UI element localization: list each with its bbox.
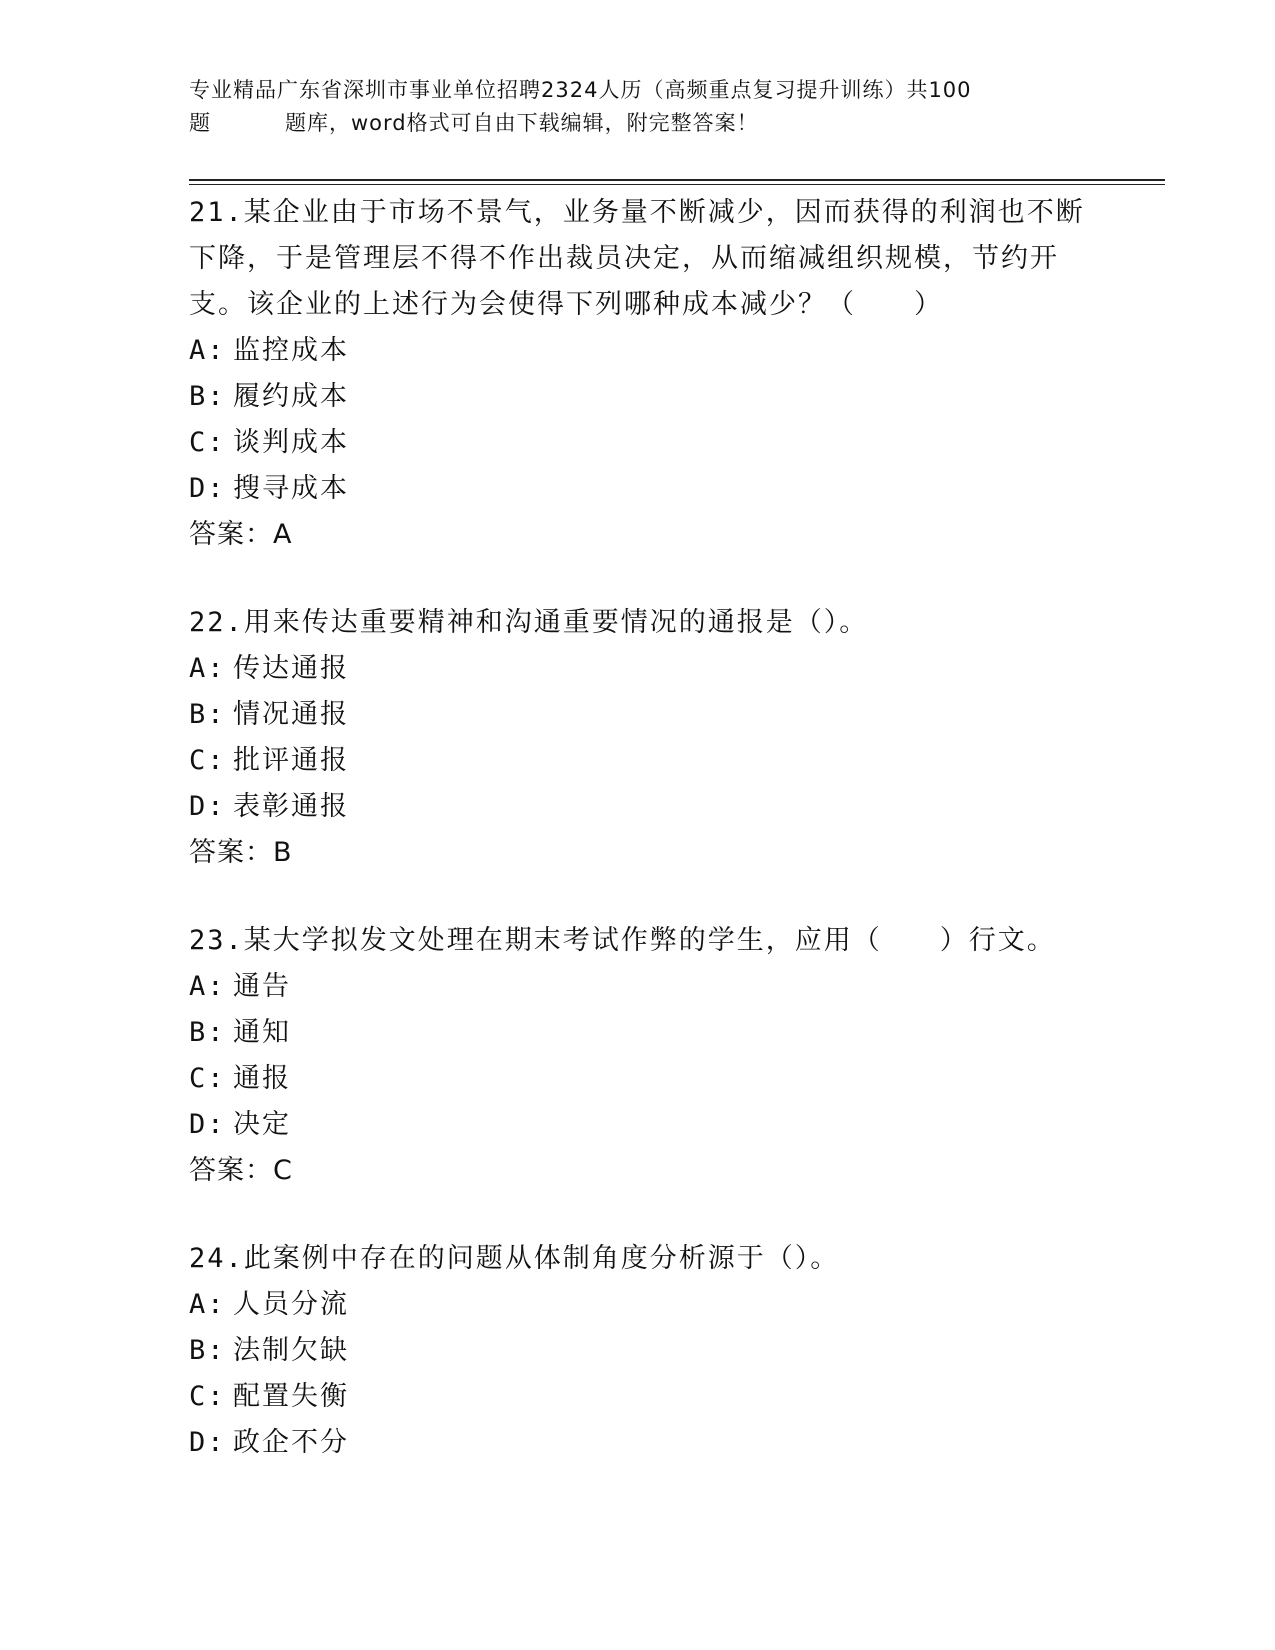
header-line-2 <box>189 107 1069 140</box>
answer-line: 答案：B <box>189 837 293 868</box>
option-a <box>189 964 1089 1010</box>
option-text: 通报 <box>233 1063 291 1094</box>
option-text: 通知 <box>233 1017 291 1048</box>
option-key: D: <box>189 1427 226 1458</box>
option-key: C: <box>189 745 226 776</box>
option-text: 通告 <box>233 971 291 1002</box>
option-c <box>189 1056 1089 1102</box>
option-key: B: <box>189 699 226 730</box>
question-stem: 22.用来传达重要精神和沟通重要情况的通报是（）。 <box>189 607 869 638</box>
question-stem: 21.某企业由于市场不景气，业务量不断减少，因而获得的利润也不断下降，于是管理层不得不作出裁员决定，从而缩减组织规模，节约开支。该企业的上述行为会使得下列哪种成本减少？（ ） <box>189 197 1085 320</box>
answer-line: 答案：C <box>189 1155 293 1186</box>
option-text: 批评通报 <box>233 745 349 776</box>
option-c <box>189 1374 1089 1420</box>
question-stem: 24.此案例中存在的问题从体制角度分析源于（）。 <box>189 1243 840 1274</box>
option-key: D: <box>189 791 226 822</box>
option-d <box>189 466 1089 512</box>
option-a <box>189 1282 1089 1328</box>
option-key: A: <box>189 335 226 366</box>
option-text: 情况通报 <box>233 699 349 730</box>
option-key: C: <box>189 1381 226 1412</box>
option-d <box>189 1420 1089 1466</box>
option-text: 配置失衡 <box>233 1381 349 1412</box>
option-a <box>189 328 1089 374</box>
option-b <box>189 692 1089 738</box>
option-text: 法制欠缺 <box>233 1335 349 1366</box>
option-key: D: <box>189 1109 226 1140</box>
question-21 <box>189 190 1089 558</box>
question-22 <box>189 600 1089 876</box>
option-text: 决定 <box>233 1109 291 1140</box>
option-text: 监控成本 <box>233 335 349 366</box>
option-c <box>189 420 1089 466</box>
option-key: B: <box>189 1017 226 1048</box>
option-key: B: <box>189 1335 226 1366</box>
option-key: A: <box>189 1289 226 1320</box>
header-line-2-right: 题库，word格式可自由下载编辑，附完整答案！ <box>285 111 759 135</box>
option-text: 传达通报 <box>233 653 349 684</box>
header-divider-thick <box>189 179 1165 181</box>
option-a <box>189 646 1089 692</box>
question-stem: 23.某大学拟发文处理在期末考试作弊的学生，应用（ ）行文。 <box>189 925 1056 956</box>
answer-line: 答案：A <box>189 519 293 550</box>
option-b <box>189 374 1089 420</box>
option-key: C: <box>189 427 226 458</box>
question-23 <box>189 918 1089 1194</box>
option-key: D: <box>189 473 226 504</box>
option-text: 谈判成本 <box>233 427 349 458</box>
header-line-2-left: 题 <box>189 111 211 135</box>
option-c <box>189 738 1089 784</box>
header-divider-thin <box>189 184 1165 185</box>
option-text: 政企不分 <box>233 1427 349 1458</box>
option-key: B: <box>189 381 226 412</box>
question-24 <box>189 1236 1089 1466</box>
option-key: A: <box>189 971 226 1002</box>
option-text: 人员分流 <box>233 1289 349 1320</box>
option-d <box>189 1102 1089 1148</box>
option-d <box>189 784 1089 830</box>
document-header <box>189 74 1069 140</box>
option-text: 搜寻成本 <box>233 473 349 504</box>
option-b <box>189 1328 1089 1374</box>
option-text: 表彰通报 <box>233 791 349 822</box>
option-text: 履约成本 <box>233 381 349 412</box>
header-line-1: 专业精品广东省深圳市事业单位招聘2324人历（高频重点复习提升训练）共100 <box>189 78 972 102</box>
option-key: A: <box>189 653 226 684</box>
option-b <box>189 1010 1089 1056</box>
question-list <box>189 190 1089 1508</box>
option-key: C: <box>189 1063 226 1094</box>
